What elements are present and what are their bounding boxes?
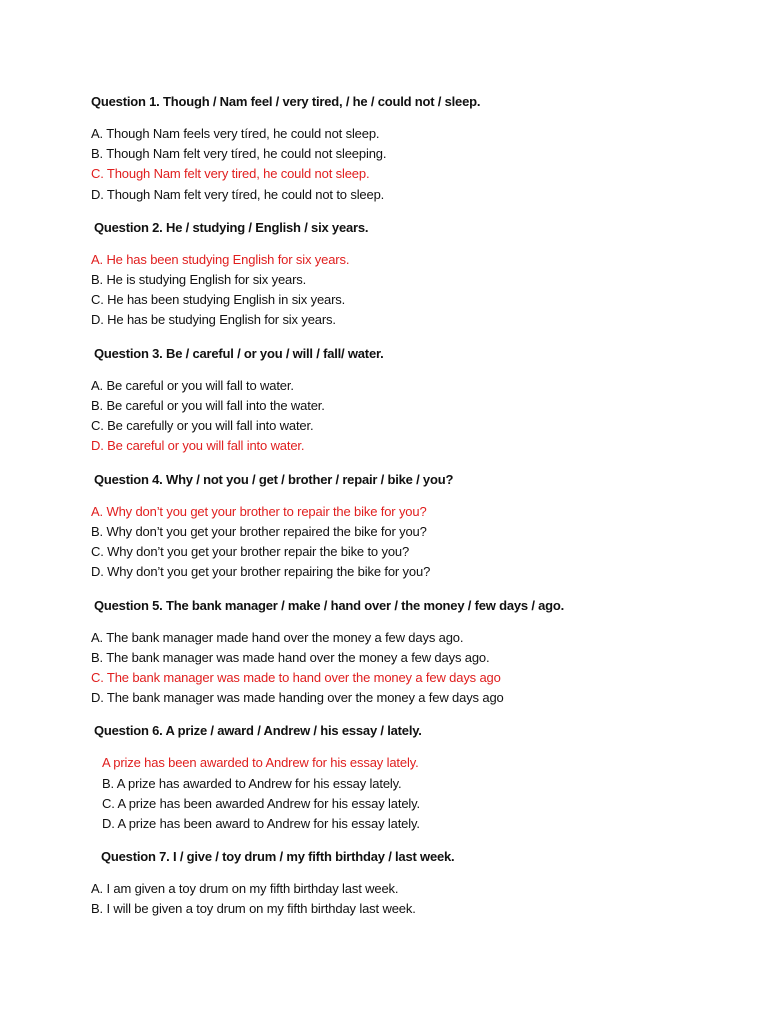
- option-a-correct: A prize has been awarded to Andrew for his essay lately.: [102, 755, 419, 770]
- question-title: Question 3. Be / careful / or you / will / fall/ water.: [94, 346, 384, 361]
- option-b: B. I will be given a toy drum on my fifth birthday last week.: [91, 901, 416, 916]
- option-c-correct: C. The bank manager was made to hand over the money a few days ago: [91, 670, 501, 685]
- option-c: C. Why don’t you get your brother repair the bike to you?: [91, 544, 410, 559]
- option-c: C. Be carefully or you will fall into water.: [91, 418, 314, 433]
- option-a: A. The bank manager made hand over the money a few days ago.: [91, 630, 464, 645]
- question-title: Question 5. The bank manager / make / hand over / the money / few days / ago.: [94, 598, 565, 613]
- option-a-correct: A. He has been studying English for six years.: [91, 252, 350, 267]
- option-d: D. The bank manager was made handing over the money a few days ago: [91, 690, 504, 705]
- option-d: D. Why don’t you get your brother repairing the bike for you?: [91, 564, 431, 579]
- option-b: B. A prize has awarded to Andrew for his essay lately.: [102, 776, 402, 791]
- option-a: A. I am given a toy drum on my fifth birthday last week.: [91, 881, 399, 896]
- option-b: B. Though Nam felt very tíred, he could not sleeping.: [91, 146, 387, 161]
- question-title: Question 1. Though / Nam feel / very tired, / he / could not / sleep.: [91, 94, 481, 109]
- option-b: B. He is studying English for six years.: [91, 272, 307, 287]
- option-a: A. Though Nam feels very tíred, he could not sleep.: [91, 126, 380, 141]
- option-d: D. A prize has been award to Andrew for his essay lately.: [102, 816, 420, 831]
- option-b: B. Be careful or you will fall into the water.: [91, 398, 325, 413]
- question-title: Question 6. A prize / award / Andrew / his essay / lately.: [94, 723, 422, 738]
- option-c: C. He has been studying English in six years.: [91, 292, 346, 307]
- option-a-correct: A. Why don’t you get your brother to repair the bike for you?: [91, 504, 427, 519]
- option-d: D. He has be studying English for six years.: [91, 312, 336, 327]
- option-c-correct: C. Though Nam felt very tired, he could not sleep.: [91, 166, 370, 181]
- option-c: C. A prize has been awarded Andrew for his essay lately.: [102, 796, 420, 811]
- option-b: B. The bank manager was made hand over the money a few days ago.: [91, 650, 490, 665]
- question-title: Question 4. Why / not you / get / brother / repair / bike / you?: [94, 472, 454, 487]
- option-b: B. Why don’t you get your brother repaired the bike for you?: [91, 524, 427, 539]
- option-a: A. Be careful or you will fall to water.: [91, 378, 294, 393]
- question-title: Question 2. He / studying / English / six years.: [94, 220, 369, 235]
- option-d: D. Though Nam felt very tíred, he could not to sleep.: [91, 187, 385, 202]
- option-d-correct: D. Be careful or you will fall into water.: [91, 438, 305, 453]
- question-title: Question 7. I / give / toy drum / my fifth birthday / last week.: [101, 849, 455, 864]
